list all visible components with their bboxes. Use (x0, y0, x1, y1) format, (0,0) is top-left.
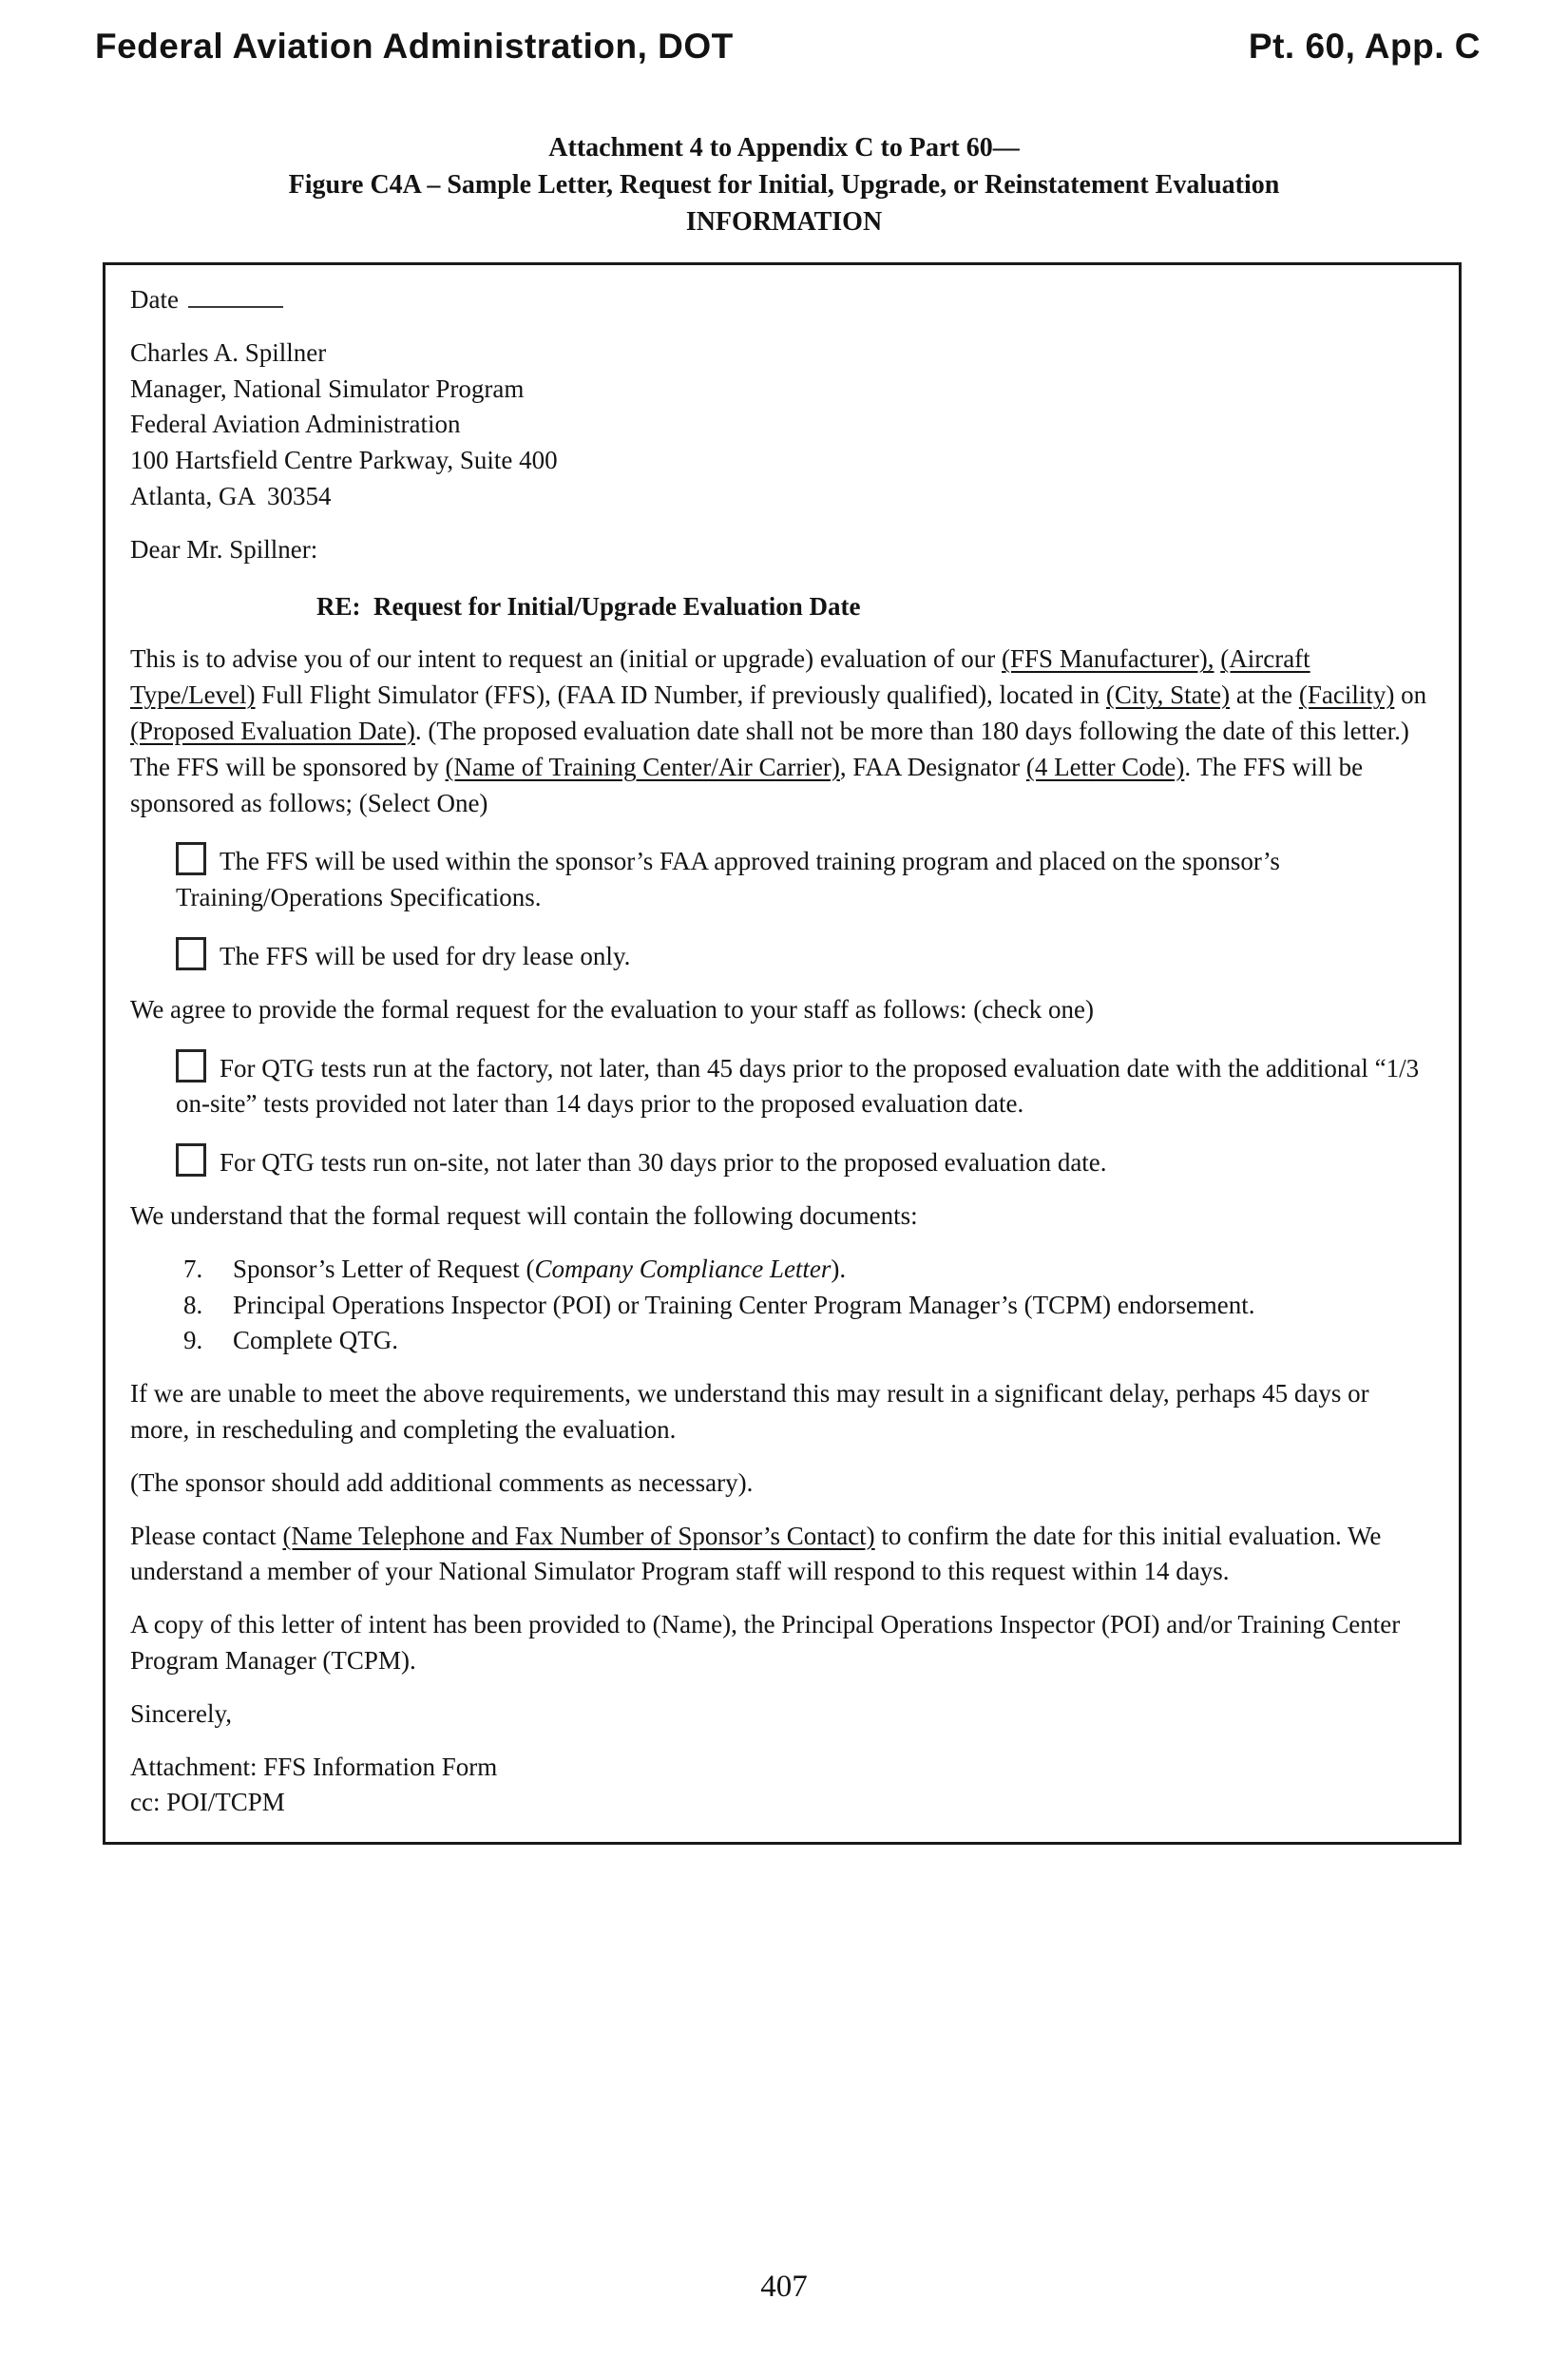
address-line: Manager, National Simulator Program (130, 374, 525, 403)
paragraph-comments: (The sponsor should add additional comments as necessary). (130, 1467, 754, 1497)
header-agency-title: Federal Aviation Administration, DOT (95, 27, 734, 66)
salutation: Dear Mr. Spillner: (130, 534, 318, 564)
option-training-program-label: The FFS will be used within the sponsor’s FAA approved training program and placed on the sponsor’s Training/Operations Specifications. (176, 847, 1280, 912)
date-label: Date (130, 285, 179, 314)
subject-line: RE: Request for Initial/Upgrade Evaluation Date (316, 591, 861, 621)
cc-line: cc: POI/TCPM (130, 1788, 285, 1817)
paragraph-agree: We agree to provide the formal request for the evaluation to your staff as follows: (check one) (130, 994, 1094, 1024)
blank-sponsor-contact: (Name Telephone and Fax Number of Sponsor’s Contact) (282, 1521, 875, 1550)
option-qtg-onsite (176, 1143, 1434, 1181)
list-item-text: Complete QTG. (233, 1326, 398, 1355)
closing: Sincerely, (130, 1698, 232, 1728)
date-blank-field[interactable] (188, 280, 283, 308)
list-item-text: Principal Operations Inspector (POI) or Training Center Program Manager’s (TCPM) endorsement. (233, 1290, 1255, 1319)
header-part-reference: Pt. 60, App. C (1248, 27, 1481, 66)
list-item-text: Sponsor’s Letter of Request (Company Compliance Letter). (233, 1254, 847, 1283)
checkbox-dry-lease[interactable] (176, 937, 206, 970)
option-dry-lease-label: The FFS will be used for dry lease only. (220, 941, 631, 970)
title-figure-line: Figure C4A – Sample Letter, Request for Initial, Upgrade, or Reinstatement Evaluation (288, 170, 1280, 200)
list-item-number: 7. (183, 1254, 203, 1283)
checkbox-qtg-onsite[interactable] (176, 1143, 206, 1177)
list-item (183, 1252, 1434, 1288)
list-item (183, 1323, 1434, 1359)
blank-training-center-name: (Name of Training Center/Air Carrier) (445, 752, 840, 781)
paragraph-contact: Please contact (Name Telephone and Fax Number of Sponsor’s Contact) to confirm the date for this initial evaluation. We understand a member of your National Simulator Program staff will respond to this request within 14 days. (130, 1521, 1382, 1586)
sample-letter-box (103, 262, 1462, 1845)
checkbox-qtg-factory[interactable] (176, 1049, 206, 1083)
blank-city-state: (City, State) (1105, 680, 1231, 710)
option-qtg-factory (176, 1049, 1434, 1123)
option-training-program (176, 842, 1434, 916)
list-item-number: 9. (183, 1326, 203, 1355)
paragraph-unable: If we are unable to meet the above requirements, we understand this may result in a significant delay, perhaps 45 days or more, in rescheduling and completing the evaluation. (130, 1379, 1369, 1444)
option-dry-lease (176, 937, 1434, 975)
option-qtg-factory-label: For QTG tests run at the factory, not later, than 45 days prior to the proposed evaluation date with the additional “1/3 on-site” tests provided not later than 14 days prior to the proposed evaluation date. (176, 1053, 1420, 1119)
paragraph-copy-notice: A copy of this letter of intent has been provided to (Name), the Principal Operations Inspector (POI) and/or Training Center Program Manager (TCPM). (130, 1610, 1401, 1675)
attachment-line: Attachment: FFS Information Form (130, 1752, 498, 1781)
address-line: Charles A. Spillner (130, 337, 327, 367)
recipient-address (130, 335, 1434, 515)
blank-four-letter-code: (4 Letter Code) (1025, 752, 1185, 781)
blank-ffs-manufacturer: (FFS Manufacturer), (1002, 644, 1214, 674)
checkbox-training-program[interactable] (176, 842, 206, 875)
option-qtg-onsite-label: For QTG tests run on-site, not later than 30 days prior to the proposed evaluation date. (220, 1148, 1107, 1178)
blank-facility: (Facility) (1298, 680, 1395, 710)
address-line: Federal Aviation Administration (130, 410, 461, 439)
list-item-number: 8. (183, 1290, 203, 1319)
address-line: 100 Hartsfield Centre Parkway, Suite 400 (130, 446, 558, 475)
title-attachment-line: Attachment 4 to Appendix C to Part 60— (548, 133, 1020, 163)
title-information-line: INFORMATION (685, 207, 883, 237)
page-number: 407 (760, 2270, 808, 2304)
blank-proposed-evaluation-date: (Proposed Evaluation Date) (130, 716, 415, 745)
blank-aircraft-type-level: (Aircraft Type/Level) (130, 644, 1310, 710)
paragraph-understand: We understand that the formal request will contain the following documents: (130, 1200, 918, 1230)
list-item (183, 1288, 1434, 1324)
date-row (130, 280, 1434, 318)
document-list (183, 1252, 1434, 1359)
paragraph-intent: This is to advise you of our intent to request an (initial or upgrade) evaluation of our (FFS Manufacturer), (Aircraft Type/Level) Full Flight Simulator (FFS), (FAA ID Number, if previously qualified), located in (City, State) at the (Facility) on (Proposed Evaluation Date). (The proposed evaluation date shall not be more than 180 days following the date of this letter.) The FFS will be sponsored by (Name of Training Center/Air Carrier), FAA Designator (4 Letter Code). The FFS will be sponsored as follows; (Select One) (130, 644, 1427, 817)
document-title (0, 129, 1568, 240)
address-line: Atlanta, GA 30354 (130, 481, 332, 510)
